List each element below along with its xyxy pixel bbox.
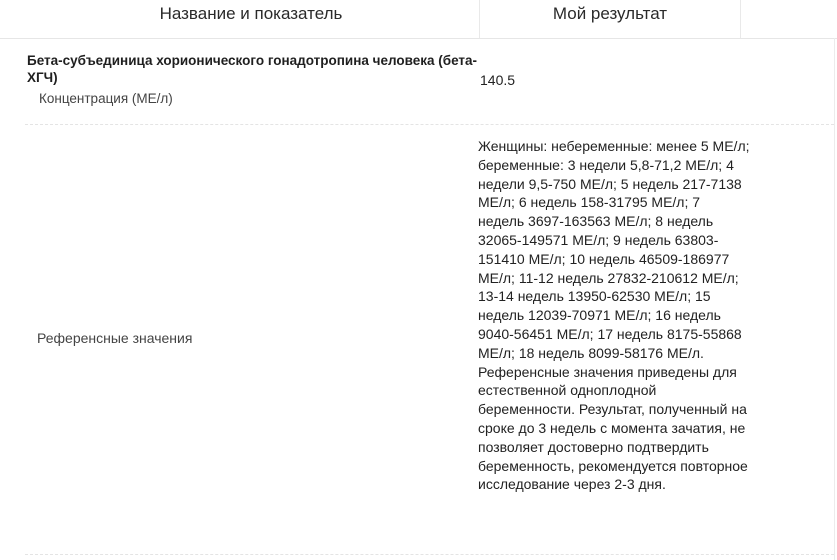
- table-header: [0, 0, 837, 39]
- reference-values-text: Женщины: небеременные: менее 5 МЕ/л; беременные: 3 недели 5,8-71,2 МЕ/л; 4 недели 9,5-750 МЕ/л; 5 недель 217-7138 МЕ/л; 6 недель 158-31795 МЕ/л; 7 недель 3697-163563 МЕ/л; 8 недель 32065-149571 МЕ/л; 9 недель 63803-151410 МЕ/л; 10 недель 46509-186977 МЕ/л; 11-12 недель 27832-210612 МЕ/л; 13-14 недель 13950-62530 МЕ/л; 15 недель 12039-70971 МЕ/л; 16 недель 9040-56451 МЕ/л; 17 недель 8175-55868 МЕ/л; 18 недель 8099-58176 МЕ/л. Референсные значения приведены для естественной одноплодной беременности. Результат, полученный на сроке до 3 недель с момента зачатия, не позволяет достоверно подтвердить беременность, рекомендуется повторное исследование через 2-3 дня.: [478, 138, 750, 493]
- test-title: Бета-субъединица хорионического гонадотропина человека (бета-ХГЧ): [27, 53, 478, 85]
- test-unit-label: Концентрация (МЕ/л): [39, 91, 173, 106]
- test-result-value: 140.5: [480, 72, 516, 88]
- table-right-border: [834, 38, 835, 560]
- table-row-test: [25, 38, 834, 125]
- column-header-name: Название и показатель: [159, 4, 343, 23]
- table-row-reference: [25, 124, 834, 555]
- reference-label: Референсные значения: [37, 330, 193, 346]
- column-header-result: Мой результат: [479, 0, 741, 38]
